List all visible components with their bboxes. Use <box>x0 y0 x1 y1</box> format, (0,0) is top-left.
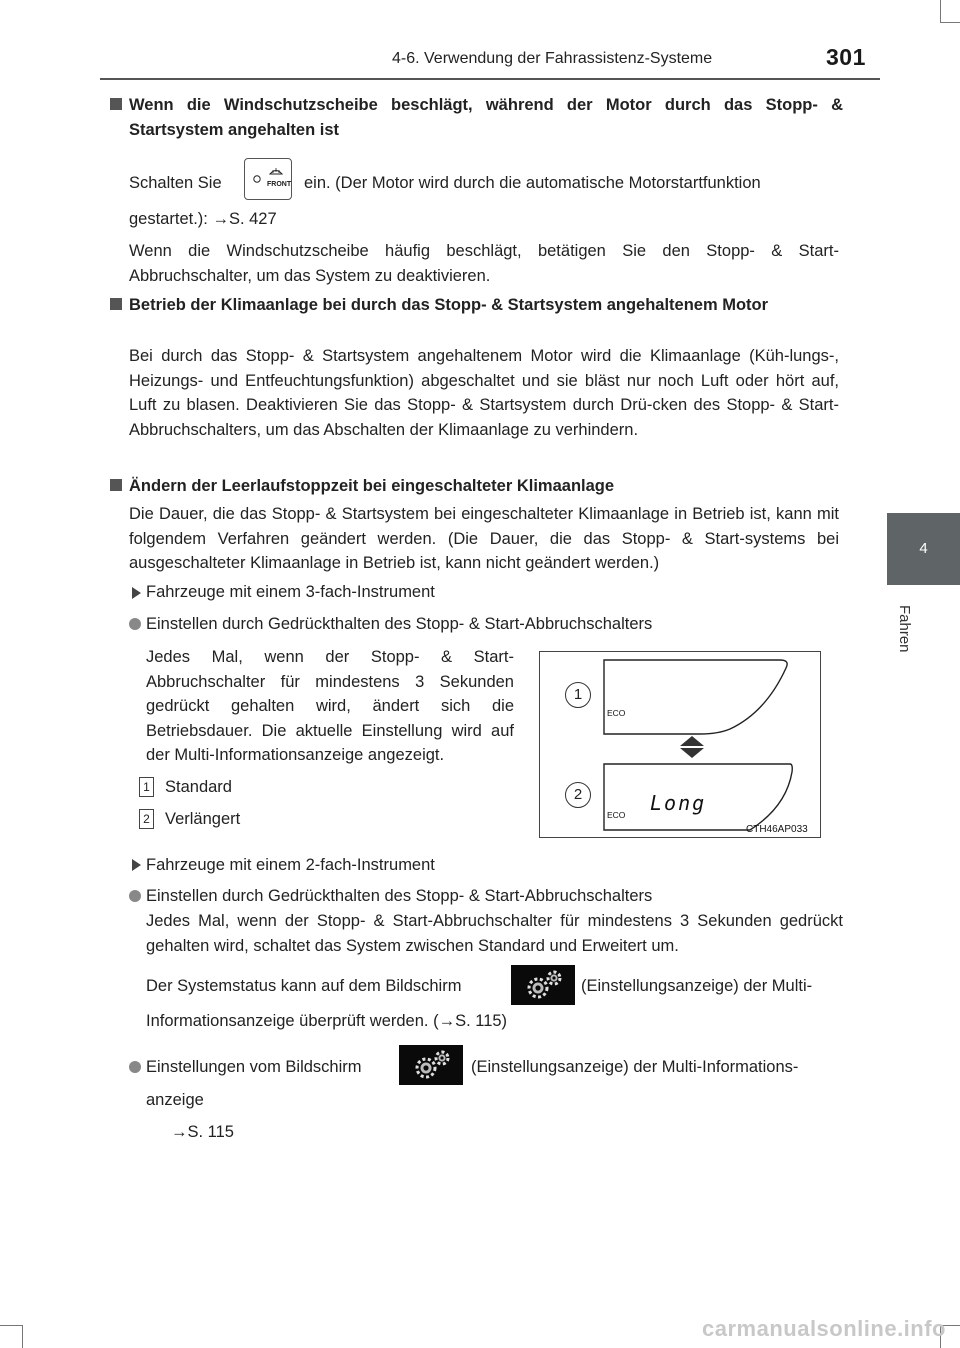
bullet-text: anzeige <box>146 1091 204 1109</box>
page-number: 301 <box>826 44 866 70</box>
crop-mark <box>940 22 960 23</box>
body-text: Bei durch das Stopp- & Startsystem angehaltenem Motor wird die Klimaanlage (Küh-lungs-, Heizungs- und Entfeuchtungsfunktion) abgeschaltet und sie bläst nur noch Luft oder hört auf, Luft zu blasen. Deaktivieren Sie das Stopp- & Startsystem durch Drü-cken des Stopp- & Start-Abbruchschalters, um das Abschalten der Klimaanlage zu verhindern. <box>129 347 839 439</box>
eco-label: ECO <box>607 810 626 820</box>
body-text: Jedes Mal, wenn der Stopp- & Start-Abbruchschalter für mindestens 3 Sekunden gedrückt gehalten wird, schaltet das System zwischen Standard und Erweitert um. <box>146 912 843 955</box>
bullet-text: Einstellen durch Gedrückthalten des Stopp- & Start-Abbruchschalters <box>146 887 653 905</box>
crop-mark <box>22 1325 23 1348</box>
option-label: Standard <box>165 778 232 796</box>
body-text: Informationsanzeige überprüft werden. (→S. 115) <box>146 1012 508 1030</box>
arrow-bullet-icon <box>132 587 141 599</box>
option-number: 1 <box>139 777 154 797</box>
front-defogger-button-icon <box>244 158 292 200</box>
section-heading: Betrieb der Klimaanlage bei durch das Stopp- & Startsystem angehaltenem Motor <box>129 296 769 314</box>
watermark: carmanualsonline.info <box>702 1316 946 1341</box>
callout-1: 1 <box>565 682 591 708</box>
eco-label: ECO <box>607 708 626 718</box>
page-reference: →S. 115 <box>171 1123 234 1141</box>
section-square-icon <box>110 479 122 491</box>
section-heading: Ändern der Leerlaufstoppzeit bei eingeschalteter Klimaanlage <box>129 477 615 495</box>
settings-gear-icon <box>399 1045 463 1085</box>
figure-code: CTH46AP033 <box>746 824 808 835</box>
chapter-label: Fahren <box>896 605 913 653</box>
body-text: Jedes Mal, wenn der Stopp- & Start-Abbruchschalter für mindestens 3 Sekunden gedrückt gehalten wird, ändert sich die Betriebsdauer. Die aktuelle Einstellung wird auf der Multi-Informationsanzeige angezeigt. <box>146 648 514 764</box>
section-heading: Wenn die Windschutzscheibe beschlägt, während der Motor durch das Stopp- & Startsystem angehalten ist <box>129 96 843 139</box>
bullet-text: Einstellen durch Gedrückthalten des Stopp- & Start-Abbruchschalters <box>146 615 653 633</box>
display-illustration <box>539 651 821 838</box>
body-text: gestartet.): →S. 427 <box>129 210 277 228</box>
round-bullet-icon <box>129 1061 141 1073</box>
display-readout: Long <box>650 791 707 815</box>
vehicle-type: Fahrzeuge mit einem 3-fach-Instrument <box>146 583 435 601</box>
settings-gear-icon <box>511 965 575 1005</box>
body-text: Wenn die Windschutzscheibe häufig beschlägt, betätigen Sie den Stopp- & Start-Abbruchschalter, um das System zu deaktivieren. <box>129 242 839 285</box>
option-number: 2 <box>139 809 154 829</box>
body-text: (Einstellungsanzeige) der Multi- <box>581 977 813 995</box>
option-label: Verlängert <box>165 810 241 828</box>
body-text: Schalten Sie <box>129 174 222 192</box>
crop-mark <box>0 1325 22 1326</box>
button-label: FRONT <box>267 181 292 188</box>
body-text: Der Systemstatus kann auf dem Bildschirm <box>146 977 462 995</box>
chapter-number: 4 <box>919 540 928 557</box>
callout-2: 2 <box>565 782 591 808</box>
chapter-label-wrap <box>896 605 916 665</box>
section-title: 4-6. Verwendung der Fahrassistenz-Systeme <box>392 50 713 67</box>
section-square-icon <box>110 298 122 310</box>
arrow-bullet-icon <box>132 859 141 871</box>
crop-mark <box>940 0 941 22</box>
header-rule <box>100 78 880 80</box>
bullet-text: (Einstellungsanzeige) der Multi-Informations- <box>471 1058 799 1076</box>
round-bullet-icon <box>129 890 141 902</box>
round-bullet-icon <box>129 618 141 630</box>
body-text: Die Dauer, die das Stopp- & Startsystem bei eingeschalteter Klimaanlage in Betrieb ist, kann mit folgendem Verfahren geändert werden. (Die Dauer, die das Stopp- & Start-systems bei ausgeschalteter Klimaanlage in Betrieb ist, kann nicht geändert werden.) <box>129 505 839 572</box>
body-text: ein. (Der Motor wird durch die automatische Motorstartfunktion <box>304 174 761 192</box>
vehicle-type: Fahrzeuge mit einem 2-fach-Instrument <box>146 856 435 874</box>
bullet-text: Einstellungen vom Bildschirm <box>146 1058 362 1076</box>
section-square-icon <box>110 98 122 110</box>
